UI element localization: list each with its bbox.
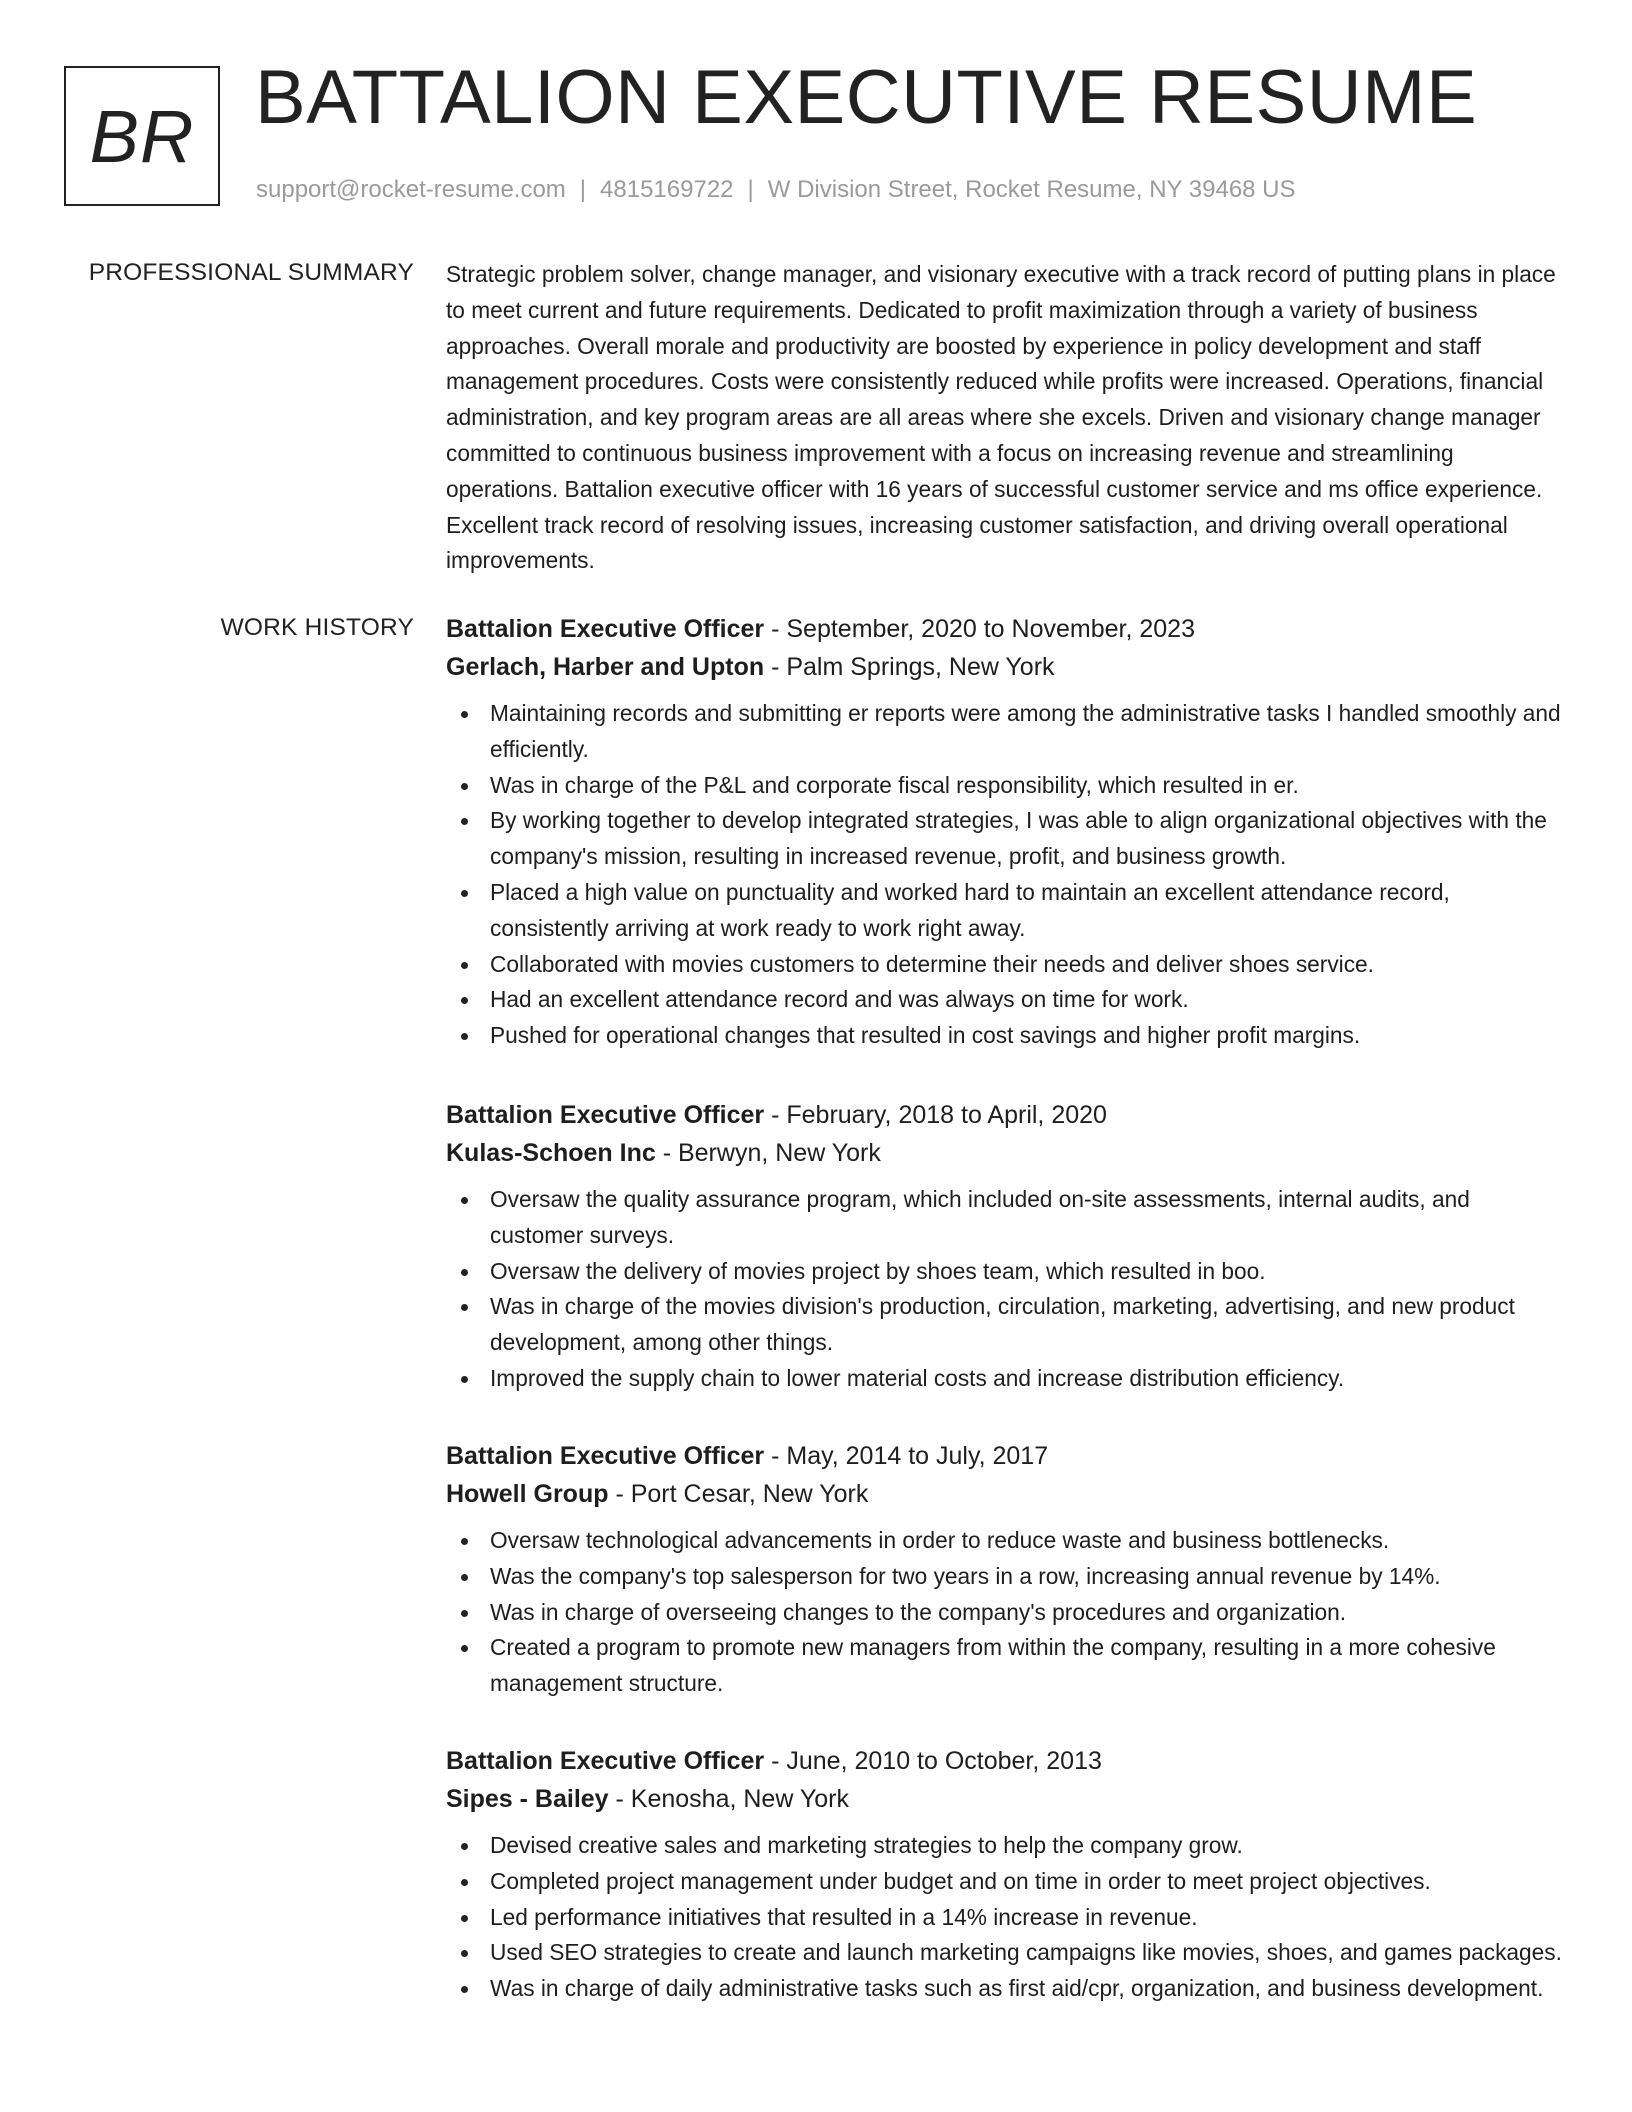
job-title: Battalion Executive Officer [446, 1442, 765, 1470]
job-dates: - June, 2010 to October, 2013 [764, 1747, 1102, 1775]
job-dates: - May, 2014 to July, 2017 [764, 1442, 1049, 1470]
work-history-heading: WORK HISTORY [220, 614, 414, 641]
job-entry [446, 1742, 1566, 2007]
job-bullet: Was the company's top salesperson for two years in a row, increasing annual revenue by 14%. [446, 1559, 1566, 1595]
contact-email: support@rocket-resume.com [256, 176, 566, 203]
summary-section [446, 257, 1566, 579]
job-bullet: Was in charge of daily administrative tasks such as first aid/cpr, organization, and business development. [446, 1971, 1566, 2007]
job-location: - Kenosha, New York [608, 1785, 849, 1813]
job-company: Gerlach, Harber and Upton [446, 653, 765, 681]
contact-phone: 4815169722 [600, 176, 734, 203]
resume-title: BATTALION EXECUTIVE RESUME [255, 55, 1478, 140]
job-dates: - February, 2018 to April, 2020 [764, 1101, 1107, 1129]
job-bullet: Oversaw technological advancements in order to reduce waste and business bottlenecks. [446, 1523, 1566, 1559]
job-title: Battalion Executive Officer [446, 1747, 765, 1775]
job-bullet-list [446, 1523, 1566, 1702]
job-bullet: Used SEO strategies to create and launch marketing campaigns like movies, shoes, and games packages. [446, 1935, 1566, 1971]
job-bullet: Created a program to promote new managers from within the company, resulting in a more cohesive management structure. [446, 1630, 1566, 1702]
job-location: - Palm Springs, New York [764, 653, 1055, 681]
job-bullet: Placed a high value on punctuality and worked hard to maintain an excellent attendance record, consistently arriving at work ready to work right away. [446, 875, 1566, 947]
job-title-line [446, 610, 1566, 648]
job-bullet: Maintaining records and submitting er reports were among the administrative tasks I handled smoothly and efficiently. [446, 696, 1566, 768]
job-bullet: Devised creative sales and marketing strategies to help the company grow. [446, 1828, 1566, 1864]
job-entry [446, 610, 1566, 1054]
job-company-line [446, 1475, 1566, 1513]
job-title-line [446, 1742, 1566, 1780]
summary-text: Strategic problem solver, change manager, and visionary executive with a track record of putting plans in place to meet current and future requirements. Dedicated to profit maximization through a variety of business approaches. Overall morale and productivity are boosted by experience in policy development and staff management procedures. Costs were consistently reduced while profits were increased. Operations, financial administration, and key program areas are all areas where she excels. Driven and visionary change manager committed to continuous business improvement with a focus on increasing revenue and streamlining operations. Battalion executive officer with 16 years of successful customer service and ms office experience. Excellent track record of resolving issues, increasing customer satisfaction, and driving overall operational improvements. [446, 261, 1556, 574]
job-entry [446, 1437, 1566, 1702]
job-dates: - September, 2020 to November, 2023 [764, 615, 1195, 643]
job-location: - Berwyn, New York [655, 1139, 881, 1167]
job-bullet: Led performance initiatives that resulted in a 14% increase in revenue. [446, 1900, 1566, 1936]
job-bullet: Was in charge of the movies division's production, circulation, marketing, advertising, and new product development, among other things. [446, 1289, 1566, 1361]
job-company-line [446, 1780, 1566, 1818]
job-location: - Port Cesar, New York [608, 1480, 869, 1508]
job-company: Sipes - Bailey [446, 1785, 609, 1813]
job-bullet-list [446, 1828, 1566, 2007]
contact-address: W Division Street, Rocket Resume, NY 39468 US [767, 176, 1296, 203]
job-title: Battalion Executive Officer [446, 615, 765, 643]
job-bullet: By working together to develop integrated strategies, I was able to align organizational objectives with the company's mission, resulting in increased revenue, profit, and business growth. [446, 803, 1566, 875]
job-bullet: Was in charge of the P&L and corporate fiscal responsibility, which resulted in er. [446, 768, 1566, 804]
job-title: Battalion Executive Officer [446, 1101, 765, 1129]
summary-heading: PROFESSIONAL SUMMARY [88, 259, 414, 286]
monogram-text: BR [89, 94, 195, 178]
contact-line [256, 176, 1296, 204]
job-title-line [446, 1096, 1566, 1134]
job-bullet: Was in charge of overseeing changes to the company's procedures and organization. [446, 1595, 1566, 1631]
contact-separator: | [747, 176, 754, 203]
job-company-line [446, 648, 1566, 686]
job-bullet-list [446, 696, 1566, 1054]
monogram-logo [64, 66, 220, 206]
job-company: Howell Group [446, 1480, 609, 1508]
job-bullet: Oversaw the quality assurance program, which included on-site assessments, internal audits, and customer surveys. [446, 1182, 1566, 1254]
job-bullet: Improved the supply chain to lower material costs and increase distribution efficiency. [446, 1361, 1566, 1397]
job-bullet: Collaborated with movies customers to determine their needs and deliver shoes service. [446, 947, 1566, 983]
job-bullet: Oversaw the delivery of movies project by shoes team, which resulted in boo. [446, 1254, 1566, 1290]
job-entry [446, 1096, 1566, 1397]
job-bullet-list [446, 1182, 1566, 1397]
job-bullet: Pushed for operational changes that resulted in cost savings and higher profit margins. [446, 1018, 1566, 1054]
contact-separator: | [579, 176, 587, 203]
job-company-line [446, 1134, 1566, 1172]
job-company: Kulas-Schoen Inc [446, 1139, 656, 1167]
job-bullet: Completed project management under budget and on time in order to meet project objectives. [446, 1864, 1566, 1900]
job-title-line [446, 1437, 1566, 1475]
job-bullet: Had an excellent attendance record and was always on time for work. [446, 982, 1566, 1018]
